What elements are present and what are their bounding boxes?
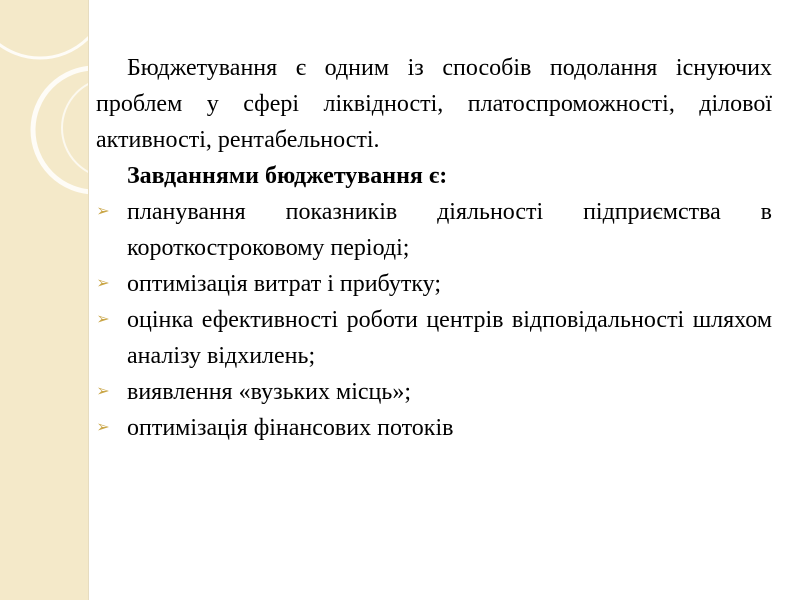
arrow-bullet-icon: ➢ — [96, 311, 110, 328]
arrow-bullet-icon: ➢ — [96, 275, 110, 292]
list-item — [96, 302, 772, 374]
list-item — [96, 374, 772, 410]
tasks-list — [96, 194, 772, 446]
slide-content — [96, 50, 772, 446]
list-item-text: виявлення «вузьких місць»; — [127, 379, 411, 405]
list-item-text: планування показників діяльності підприємства в короткостроковому періоді; — [127, 199, 772, 261]
list-item — [96, 194, 772, 266]
decorative-circles — [0, 0, 88, 600]
decorative-side-band — [0, 0, 88, 600]
side-divider — [88, 0, 89, 600]
intro-paragraph: Бюджетування є одним із способів подолання існуючих проблем у сфері ліквідності, платоспроможності, ділової активності, рентабельності. — [96, 55, 772, 153]
list-item-text: оцінка ефективності роботи центрів відповідальності шляхом аналізу відхилень; — [127, 307, 772, 369]
arrow-bullet-icon: ➢ — [96, 383, 110, 400]
tasks-heading: Завданнями бюджетування є: — [127, 163, 448, 189]
list-item — [96, 266, 772, 302]
list-item — [96, 410, 772, 446]
arrow-bullet-icon: ➢ — [96, 203, 110, 220]
arrow-bullet-icon: ➢ — [96, 419, 110, 436]
list-item-text: оптимізація витрат і прибутку; — [127, 271, 442, 297]
list-item-text: оптимізація фінансових потоків — [127, 415, 454, 441]
